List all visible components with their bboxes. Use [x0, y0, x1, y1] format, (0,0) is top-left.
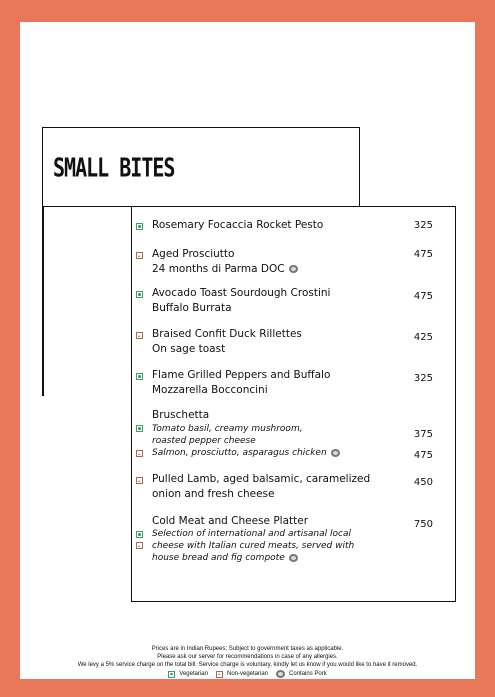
item-desc: cheese with Italian cured meats, served with	[152, 541, 355, 551]
nonveg-icon	[136, 252, 143, 259]
item-name: Avocado Toast Sourdough Crostini	[152, 287, 331, 299]
item-name: Rosemary Focaccia Rocket Pesto	[152, 219, 324, 231]
nonveg-icon	[136, 332, 143, 339]
title-box	[42, 127, 360, 207]
item-desc: Tomato basil, creamy mushroom,	[152, 424, 303, 434]
item-subtitle: Buffalo Burrata	[152, 302, 232, 314]
nonveg-icon	[216, 671, 223, 678]
item-desc: house bread and fig compote	[152, 552, 298, 565]
item-name: Bruschetta	[152, 409, 210, 421]
item-desc: Salmon, prosciutto, asparagus chicken	[152, 447, 340, 460]
footer-line: Please ask our server for recommendations in case of any allergies.	[157, 654, 338, 660]
pork-icon	[331, 449, 340, 457]
legend-nonveg: Non-vegetarian	[226, 671, 269, 677]
nonveg-icon	[136, 542, 143, 549]
veg-icon	[136, 531, 143, 538]
legend-veg: Vegetarian	[179, 671, 208, 677]
veg-icon	[136, 425, 143, 432]
item-subtitle: onion and fresh cheese	[152, 488, 275, 500]
footer	[20, 645, 475, 678]
frame-line	[42, 206, 44, 396]
item-name: Braised Confit Duck Rillettes	[152, 328, 302, 340]
item-price: 475	[413, 291, 433, 302]
item-name: Aged Prosciutto	[152, 248, 235, 260]
item-name: Flame Grilled Peppers and Buffalo	[152, 369, 331, 381]
veg-icon	[136, 223, 143, 230]
nonveg-icon	[136, 477, 143, 484]
veg-icon	[168, 671, 175, 678]
nonveg-icon	[136, 450, 143, 457]
item-price: 450	[413, 477, 433, 488]
menu-box	[131, 206, 456, 602]
pork-icon	[289, 265, 298, 273]
legend	[20, 670, 475, 678]
item-price: 325	[413, 373, 433, 384]
item-subtitle: Mozzarella Bocconcini	[152, 384, 268, 396]
item-name: Pulled Lamb, aged balsamic, caramelized	[152, 473, 371, 485]
item-name: Cold Meat and Cheese Platter	[152, 515, 309, 527]
pork-icon	[289, 554, 298, 562]
item-subtitle: On sage toast	[152, 343, 226, 355]
legend-pork: Contains Pork	[289, 671, 327, 677]
item-price: 325	[413, 220, 433, 231]
item-price: 475	[413, 450, 433, 461]
item-desc: Selection of international and artisanal local	[152, 529, 351, 539]
veg-icon	[136, 373, 143, 380]
veg-icon	[136, 291, 143, 298]
item-subtitle: 24 months di Parma DOC	[152, 262, 298, 277]
item-desc: roasted pepper cheese	[152, 436, 256, 446]
item-price: 425	[413, 332, 433, 343]
menu-title: SMALL BITES	[53, 152, 175, 184]
item-price: 375	[413, 429, 433, 440]
footer-line: We levy a 5% service charge on the total bill. Service charge is voluntary, kindly let us know if you would like to have it removed.	[77, 662, 418, 668]
item-price: 750	[413, 519, 433, 530]
footer-line: Prices are in Indian Rupees; Subject to government taxes as applicable.	[151, 646, 344, 652]
item-price: 475	[413, 249, 433, 260]
pork-icon	[276, 670, 285, 678]
